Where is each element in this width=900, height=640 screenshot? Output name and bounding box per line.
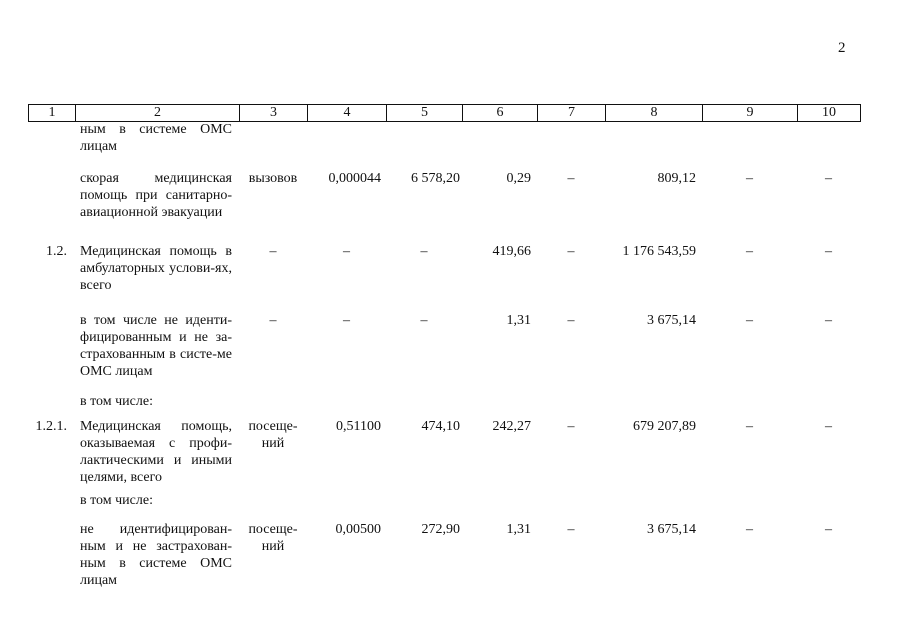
- cell-col5: [386, 121, 462, 156]
- row-label: Медицинская помощь, оказываемая с профи-лактическими и иными целями, всего: [80, 419, 232, 485]
- cell-col4: 0,00500: [335, 522, 381, 537]
- table-row: [28, 121, 860, 156]
- column-number: 7: [538, 105, 606, 122]
- cell-col7: –: [567, 313, 575, 328]
- cell-col4: [307, 121, 386, 156]
- column-number: 3: [240, 105, 308, 122]
- cell-col9: –: [746, 419, 753, 434]
- cell-col10: [797, 121, 860, 156]
- cell-col8: [605, 487, 702, 510]
- cell-col8: [605, 387, 702, 413]
- unit-cell: [239, 387, 307, 413]
- cell-col10: –: [825, 244, 832, 259]
- column-number: 10: [798, 105, 861, 122]
- row-number: [28, 387, 75, 413]
- cell-col9: –: [746, 171, 753, 186]
- cell-col7: [537, 387, 605, 413]
- unit-cell: [239, 121, 307, 156]
- column-number: 4: [308, 105, 387, 122]
- data-table: [28, 121, 860, 591]
- cell-col7: –: [567, 171, 575, 186]
- cell-col9: [702, 387, 797, 413]
- cell-col9: [702, 487, 797, 510]
- cell-col9: –: [746, 244, 753, 259]
- cell-col8: 3 675,14: [647, 313, 696, 328]
- row-number: [28, 299, 75, 387]
- cell-col5: 272,90: [421, 522, 460, 537]
- column-number: 9: [703, 105, 798, 122]
- table-row: [28, 299, 860, 387]
- column-number: 6: [463, 105, 538, 122]
- cell-col7: –: [567, 522, 575, 537]
- cell-col7: –: [567, 244, 575, 259]
- row-label: в том числе не иденти-фицированным и не за-страхованным в систе-ме ОМС лицам: [80, 313, 232, 379]
- table-row: [28, 387, 860, 413]
- unit-cell: вызовов: [248, 171, 298, 186]
- unit-cell: –: [269, 244, 277, 259]
- cell-col6: [462, 387, 537, 413]
- unit-cell: посеще-ний: [248, 522, 298, 554]
- cell-col8: 1 176 543,59: [622, 244, 696, 259]
- row-label: ным в системе ОМС лицам: [80, 122, 232, 154]
- cell-col8: 3 675,14: [647, 522, 696, 537]
- cell-col4: [307, 387, 386, 413]
- cell-col10: –: [825, 171, 832, 186]
- row-number: 1.2.: [46, 244, 67, 259]
- row-label: в том числе:: [80, 493, 153, 508]
- cell-col6: [462, 121, 537, 156]
- cell-col4: –: [343, 313, 350, 328]
- cell-col7: [537, 487, 605, 510]
- cell-col10: –: [825, 419, 832, 434]
- unit-cell: [239, 487, 307, 510]
- table-row: [28, 487, 860, 510]
- column-number: 1: [29, 105, 76, 122]
- row-label: скорая медицинская помощь при санитарно-авиационной эвакуации: [80, 171, 232, 220]
- row-label: в том числе:: [80, 394, 153, 409]
- row-number: [28, 156, 75, 230]
- row-label: Медицинская помощь в амбулаторных услови-ях, всего: [80, 244, 232, 293]
- table-row: [28, 510, 860, 591]
- cell-col8: 679 207,89: [633, 419, 696, 434]
- table-row: [28, 230, 860, 299]
- cell-col8: 809,12: [657, 171, 696, 186]
- cell-col5: 6 578,20: [411, 171, 460, 186]
- cell-col4: –: [343, 244, 350, 259]
- cell-col9: –: [746, 522, 753, 537]
- unit-cell: посеще-ний: [248, 419, 298, 451]
- cell-col10: [797, 387, 860, 413]
- cell-col5: 474,10: [421, 419, 460, 434]
- cell-col9: –: [746, 313, 753, 328]
- cell-col7: [537, 121, 605, 156]
- cell-col5: [386, 487, 462, 510]
- row-number: [28, 487, 75, 510]
- cell-col6: 242,27: [492, 419, 531, 434]
- column-number: 8: [606, 105, 703, 122]
- cell-col5: –: [420, 313, 428, 328]
- cell-col4: 0,51100: [336, 419, 381, 434]
- row-label: не идентифицирован-ным и не застрахован-ным в системе ОМС лицам: [80, 522, 232, 588]
- column-number-header: [28, 104, 861, 122]
- row-number: [28, 121, 75, 156]
- unit-cell: –: [269, 313, 277, 328]
- cell-col8: [605, 121, 702, 156]
- cell-col6: [462, 487, 537, 510]
- cell-col4: 0,000044: [328, 171, 381, 186]
- column-number: 5: [387, 105, 463, 122]
- cell-col6: 0,29: [506, 171, 531, 186]
- cell-col10: [797, 487, 860, 510]
- cell-col6: 419,66: [492, 244, 531, 259]
- cell-col7: –: [567, 419, 575, 434]
- cell-col10: –: [825, 522, 832, 537]
- row-number: 1.2.1.: [35, 419, 67, 434]
- table-row: [28, 156, 860, 230]
- cell-col4: [307, 487, 386, 510]
- cell-col5: [386, 387, 462, 413]
- cell-col9: [702, 121, 797, 156]
- cell-col10: –: [825, 313, 832, 328]
- page-number: 2: [838, 40, 846, 56]
- cell-col6: 1,31: [506, 313, 531, 328]
- column-number: 2: [76, 105, 240, 122]
- cell-col6: 1,31: [506, 522, 531, 537]
- table-row: [28, 413, 860, 487]
- row-number: [28, 510, 75, 591]
- cell-col5: –: [420, 244, 428, 259]
